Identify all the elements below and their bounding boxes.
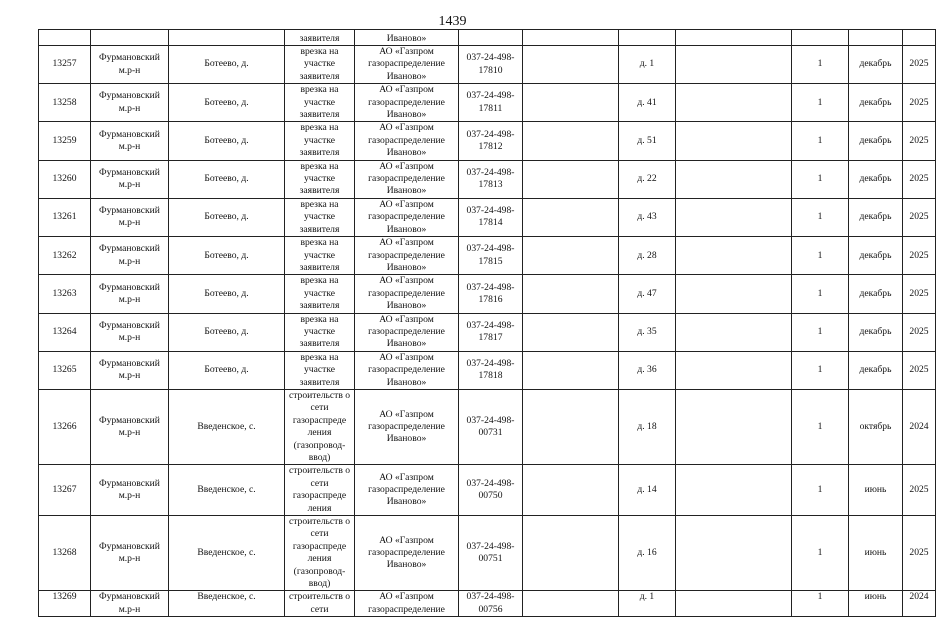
district-cell: Фурмановский м.р-н <box>91 160 169 198</box>
table-row <box>39 591 936 617</box>
empty-cell <box>523 237 619 275</box>
empty-cell <box>523 351 619 389</box>
quantity-cell: 1 <box>792 351 849 389</box>
empty-cell <box>523 46 619 84</box>
connection-method-cell: врезка на участке заявителя <box>285 198 355 236</box>
table-row <box>39 351 936 389</box>
settlement-cell: Ботеево, д. <box>169 275 285 313</box>
application-code-cell: 037-24-498-17812 <box>459 122 523 160</box>
year-cell: 2024 <box>903 389 936 464</box>
empty-cell <box>523 516 619 591</box>
table-body <box>39 30 936 617</box>
application-code-cell: 037-24-498-17810 <box>459 46 523 84</box>
empty-cell <box>676 313 792 351</box>
organization-cell: АО «Газпром газораспределение Иваново» <box>355 351 459 389</box>
organization-cell: АО «Газпром газораспределение Иваново» <box>355 122 459 160</box>
application-code-cell: 037-24-498-17817 <box>459 313 523 351</box>
district-cell: Фурмановский м.р-н <box>91 237 169 275</box>
cell-empty <box>39 30 91 46</box>
month-cell: декабрь <box>849 198 903 236</box>
district-cell: Фурмановский м.р-н <box>91 122 169 160</box>
year-cell: 2025 <box>903 122 936 160</box>
district-cell: Фурмановский м.р-н <box>91 351 169 389</box>
house-number-cell: д. 18 <box>619 389 676 464</box>
district-cell: Фурмановский м.р-н <box>91 46 169 84</box>
connection-method-cell: строительств о сети газораспреде ления (газопровод-ввод) <box>285 516 355 591</box>
table-row <box>39 122 936 160</box>
application-code-cell: 037-24-498-00750 <box>459 465 523 516</box>
organization-cell: АО «Газпром газораспределение Иваново» <box>355 313 459 351</box>
cell-empty <box>459 30 523 46</box>
continued-row <box>39 30 936 46</box>
application-code-cell: 037-24-498-00731 <box>459 389 523 464</box>
organization-cell: АО «Газпром газораспределение <box>355 591 459 617</box>
application-code-cell: 037-24-498-17811 <box>459 84 523 122</box>
organization-cell: АО «Газпром газораспределение Иваново» <box>355 465 459 516</box>
cell-empty <box>676 30 792 46</box>
row-number-cell: 13269 <box>39 591 91 617</box>
settlement-cell: Ботеево, д. <box>169 198 285 236</box>
year-cell: 2025 <box>903 160 936 198</box>
settlement-cell: Ботеево, д. <box>169 160 285 198</box>
application-code-cell: 037-24-498-17813 <box>459 160 523 198</box>
organization-cell: АО «Газпром газораспределение Иваново» <box>355 84 459 122</box>
organization-cell: АО «Газпром газораспределение Иваново» <box>355 46 459 84</box>
house-number-cell: д. 16 <box>619 516 676 591</box>
house-number-cell: д. 1 <box>619 46 676 84</box>
organization-cell: АО «Газпром газораспределение Иваново» <box>355 516 459 591</box>
empty-cell <box>523 160 619 198</box>
house-number-cell: д. 41 <box>619 84 676 122</box>
connection-method-cell: строительств о сети газораспреде ления <box>285 465 355 516</box>
table-row <box>39 84 936 122</box>
settlement-cell: Ботеево, д. <box>169 84 285 122</box>
table-row <box>39 237 936 275</box>
row-number-cell: 13259 <box>39 122 91 160</box>
settlement-cell: Ботеево, д. <box>169 313 285 351</box>
quantity-cell: 1 <box>792 516 849 591</box>
empty-cell <box>676 237 792 275</box>
cell-empty <box>169 30 285 46</box>
quantity-cell: 1 <box>792 46 849 84</box>
house-number-cell: д. 28 <box>619 237 676 275</box>
year-cell: 2025 <box>903 46 936 84</box>
district-cell: Фурмановский м.р-н <box>91 84 169 122</box>
connection-method-cell: врезка на участке заявителя <box>285 122 355 160</box>
house-number-cell: д. 36 <box>619 351 676 389</box>
house-number-cell: д. 43 <box>619 198 676 236</box>
empty-cell <box>523 389 619 464</box>
month-cell: июнь <box>849 516 903 591</box>
empty-cell <box>676 389 792 464</box>
empty-cell <box>676 351 792 389</box>
month-cell: декабрь <box>849 122 903 160</box>
year-cell: 2025 <box>903 351 936 389</box>
connection-method-cell: врезка на участке заявителя <box>285 160 355 198</box>
row-number-cell: 13265 <box>39 351 91 389</box>
quantity-cell: 1 <box>792 275 849 313</box>
month-cell: декабрь <box>849 237 903 275</box>
table-row <box>39 275 936 313</box>
organization-cell: АО «Газпром газораспределение Иваново» <box>355 160 459 198</box>
house-number-cell: д. 14 <box>619 465 676 516</box>
month-cell: июнь <box>849 465 903 516</box>
cell-empty <box>903 30 936 46</box>
settlement-cell: Введенское, с. <box>169 465 285 516</box>
month-cell: декабрь <box>849 351 903 389</box>
connection-method-cell: врезка на участке заявителя <box>285 351 355 389</box>
month-cell: октябрь <box>849 389 903 464</box>
connection-method-cell: строительств о сети <box>285 591 355 617</box>
quantity-cell: 1 <box>792 591 849 617</box>
cell-empty <box>792 30 849 46</box>
settlement-cell: Ботеево, д. <box>169 237 285 275</box>
month-cell: декабрь <box>849 46 903 84</box>
connection-method-cell: врезка на участке заявителя <box>285 237 355 275</box>
empty-cell <box>676 275 792 313</box>
settlement-cell: Ботеево, д. <box>169 46 285 84</box>
table-row <box>39 389 936 464</box>
application-code-cell: 037-24-498-17816 <box>459 275 523 313</box>
district-cell: Фурмановский м.р-н <box>91 275 169 313</box>
house-number-cell: д. 22 <box>619 160 676 198</box>
district-cell: Фурмановский м.р-н <box>91 198 169 236</box>
continued-org-cell: Иваново» <box>355 30 459 46</box>
year-cell: 2025 <box>903 275 936 313</box>
row-number-cell: 13264 <box>39 313 91 351</box>
district-cell: Фурмановский м.р-н <box>91 465 169 516</box>
month-cell: декабрь <box>849 313 903 351</box>
empty-cell <box>523 84 619 122</box>
district-cell: Фурмановский м.р-н <box>91 591 169 617</box>
row-number-cell: 13257 <box>39 46 91 84</box>
year-cell: 2025 <box>903 198 936 236</box>
empty-cell <box>676 516 792 591</box>
empty-cell <box>676 84 792 122</box>
house-number-cell: д. 35 <box>619 313 676 351</box>
row-number-cell: 13268 <box>39 516 91 591</box>
quantity-cell: 1 <box>792 237 849 275</box>
district-cell: Фурмановский м.р-н <box>91 516 169 591</box>
empty-cell <box>676 46 792 84</box>
organization-cell: АО «Газпром газораспределение Иваново» <box>355 275 459 313</box>
house-number-cell: д. 1 <box>619 591 676 617</box>
house-number-cell: д. 47 <box>619 275 676 313</box>
empty-cell <box>523 275 619 313</box>
quantity-cell: 1 <box>792 198 849 236</box>
connection-method-cell: врезка на участке заявителя <box>285 313 355 351</box>
organization-cell: АО «Газпром газораспределение Иваново» <box>355 389 459 464</box>
settlement-cell: Введенское, с. <box>169 389 285 464</box>
year-cell: 2025 <box>903 465 936 516</box>
empty-cell <box>523 313 619 351</box>
month-cell: декабрь <box>849 160 903 198</box>
page-number: 1439 <box>438 14 467 29</box>
application-code-cell: 037-24-498-17815 <box>459 237 523 275</box>
month-cell: декабрь <box>849 84 903 122</box>
cell-empty <box>523 30 619 46</box>
empty-cell <box>676 198 792 236</box>
connection-method-cell: врезка на участке заявителя <box>285 46 355 84</box>
connection-method-cell: строительств о сети газораспреде ления (газопровод-ввод) <box>285 389 355 464</box>
row-number-cell: 13262 <box>39 237 91 275</box>
row-number-cell: 13261 <box>39 198 91 236</box>
application-code-cell: 037-24-498-17818 <box>459 351 523 389</box>
month-cell: декабрь <box>849 275 903 313</box>
year-cell: 2025 <box>903 84 936 122</box>
connection-method-cell: врезка на участке заявителя <box>285 275 355 313</box>
row-number-cell: 13267 <box>39 465 91 516</box>
quantity-cell: 1 <box>792 313 849 351</box>
cell-empty <box>91 30 169 46</box>
house-number-cell: д. 51 <box>619 122 676 160</box>
empty-cell <box>523 198 619 236</box>
settlement-cell: Введенское, с. <box>169 516 285 591</box>
empty-cell <box>523 122 619 160</box>
empty-cell <box>523 465 619 516</box>
organization-cell: АО «Газпром газораспределение Иваново» <box>355 198 459 236</box>
table-row <box>39 46 936 84</box>
empty-cell <box>523 591 619 617</box>
table-row <box>39 198 936 236</box>
year-cell: 2024 <box>903 591 936 617</box>
settlement-cell: Введенское, с. <box>169 591 285 617</box>
quantity-cell: 1 <box>792 389 849 464</box>
cell-empty <box>619 30 676 46</box>
table-row <box>39 516 936 591</box>
quantity-cell: 1 <box>792 160 849 198</box>
empty-cell <box>676 160 792 198</box>
cell-empty <box>849 30 903 46</box>
year-cell: 2025 <box>903 313 936 351</box>
row-number-cell: 13258 <box>39 84 91 122</box>
organization-cell: АО «Газпром газораспределение Иваново» <box>355 237 459 275</box>
connection-method-cell: врезка на участке заявителя <box>285 84 355 122</box>
table-row <box>39 465 936 516</box>
quantity-cell: 1 <box>792 465 849 516</box>
application-code-cell: 037-24-498-17814 <box>459 198 523 236</box>
settlement-cell: Ботеево, д. <box>169 351 285 389</box>
row-number-cell: 13263 <box>39 275 91 313</box>
year-cell: 2025 <box>903 516 936 591</box>
row-number-cell: 13266 <box>39 389 91 464</box>
settlement-cell: Ботеево, д. <box>169 122 285 160</box>
district-cell: Фурмановский м.р-н <box>91 313 169 351</box>
year-cell: 2025 <box>903 237 936 275</box>
connection-plan-table <box>38 29 936 617</box>
continued-method-cell: заявителя <box>285 30 355 46</box>
table-row <box>39 160 936 198</box>
application-code-cell: 037-24-498-00751 <box>459 516 523 591</box>
empty-cell <box>676 122 792 160</box>
month-cell: июнь <box>849 591 903 617</box>
application-code-cell: 037-24-498-00756 <box>459 591 523 617</box>
empty-cell <box>676 591 792 617</box>
quantity-cell: 1 <box>792 122 849 160</box>
district-cell: Фурмановский м.р-н <box>91 389 169 464</box>
empty-cell <box>676 465 792 516</box>
row-number-cell: 13260 <box>39 160 91 198</box>
table-row <box>39 313 936 351</box>
quantity-cell: 1 <box>792 84 849 122</box>
